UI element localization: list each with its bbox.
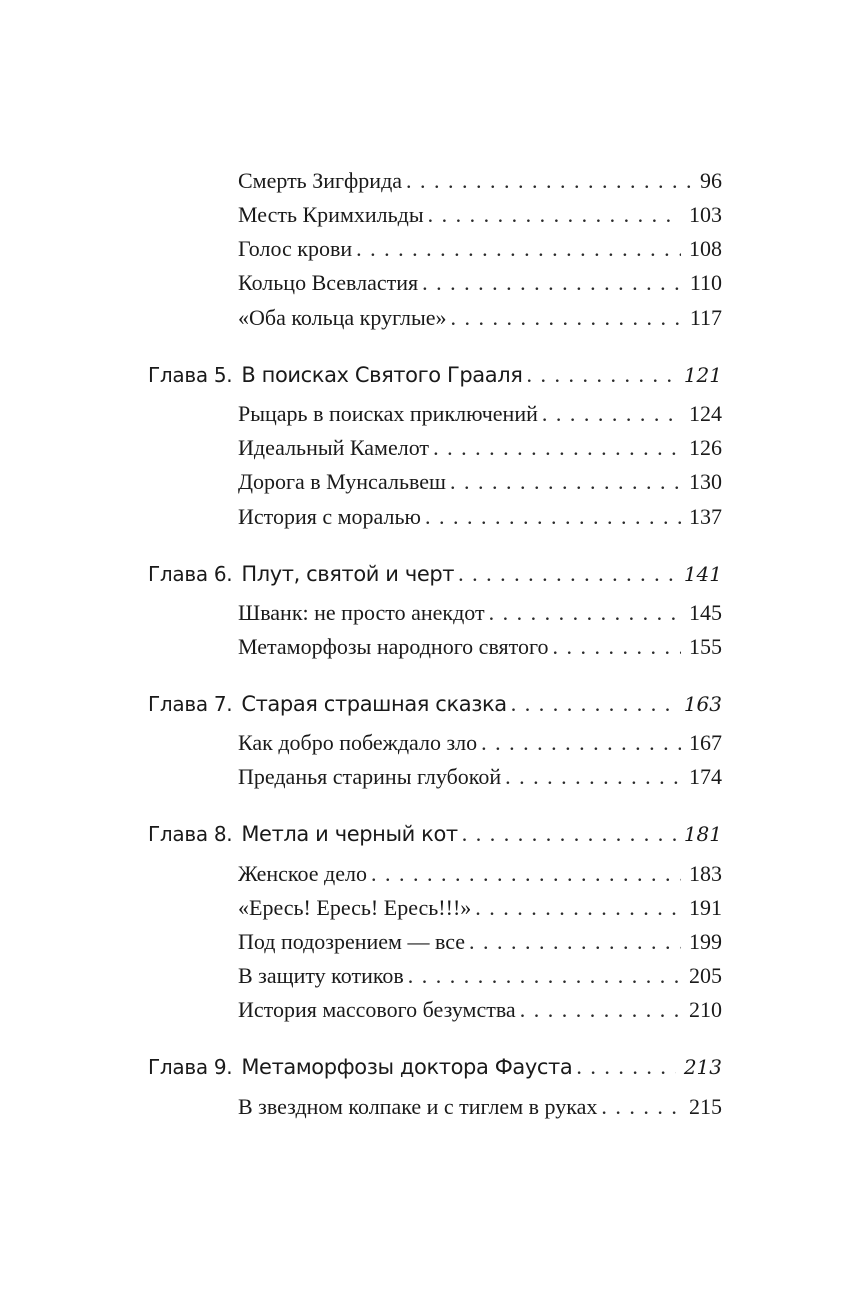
chapter-title: Метаморфозы доктора Фауста (241, 1055, 573, 1079)
toc-section-row[interactable] (238, 762, 722, 792)
section-page-number: 205 (689, 963, 722, 988)
dot-leader (481, 728, 681, 758)
chapter-title: Метла и черный кот (241, 822, 458, 846)
section-title: Голос крови (238, 236, 353, 261)
dot-leader (552, 632, 681, 662)
dot-leader (422, 268, 682, 298)
section-page-number: 174 (689, 764, 722, 789)
dot-leader (475, 893, 681, 923)
toc-section-row[interactable] (238, 995, 722, 1025)
dot-leader (520, 995, 681, 1025)
toc-section-row[interactable] (238, 728, 722, 758)
dot-leader (371, 859, 681, 889)
section-page-number: 110 (689, 270, 722, 295)
section-title: Месть Кримхильды (238, 202, 424, 227)
section-title: Смерть Зигфрида (238, 168, 403, 193)
dot-leader (433, 433, 681, 463)
section-page-number: 103 (689, 202, 722, 227)
toc-section-row[interactable] (238, 166, 722, 196)
section-page-number: 145 (689, 600, 722, 625)
dot-leader (576, 1052, 675, 1082)
dot-leader (462, 819, 676, 849)
dot-leader (450, 467, 681, 497)
toc-chapter-row[interactable] (148, 689, 722, 719)
toc-section-row[interactable] (238, 433, 722, 463)
section-title: Под подозрением — все (238, 929, 466, 954)
toc-section-row[interactable] (238, 399, 722, 429)
section-title: Как добро побеждало зло (238, 730, 478, 755)
section-page-number: 137 (689, 504, 722, 529)
dot-leader (356, 234, 681, 264)
chapter-page-number: 181 (683, 822, 722, 846)
toc-section-row[interactable] (238, 1092, 722, 1122)
chapter-label: Глава 7. (148, 692, 233, 716)
toc-section-row[interactable] (238, 893, 722, 923)
chapter-label: Глава 8. (148, 822, 233, 846)
dot-leader (601, 1092, 681, 1122)
section-page-number: 155 (689, 634, 722, 659)
section-page-number: 108 (689, 236, 722, 261)
section-title: История массового безумства (238, 997, 516, 1022)
section-title: В защиту котиков (238, 963, 404, 988)
dot-leader (425, 502, 681, 532)
chapter-page-number: 213 (683, 1055, 722, 1079)
toc-section-row[interactable] (238, 200, 722, 230)
toc-section-row[interactable] (238, 467, 722, 497)
section-title: История с моралью (238, 504, 421, 529)
chapter-title: Старая страшная сказка (241, 692, 507, 716)
toc-section-row[interactable] (238, 502, 722, 532)
section-page-number: 183 (689, 861, 722, 886)
section-page-number: 210 (689, 997, 722, 1022)
chapter-page-number: 163 (683, 692, 722, 716)
toc-section-row[interactable] (238, 961, 722, 991)
section-title: Женское дело (238, 861, 367, 886)
section-title: «Ересь! Ересь! Ересь!!!» (238, 895, 472, 920)
section-page-number: 215 (689, 1094, 722, 1119)
chapter-page-number: 121 (683, 363, 722, 387)
chapter-title: В поисках Святого Грааля (241, 363, 523, 387)
dot-leader (451, 303, 682, 333)
toc-section-row[interactable] (238, 927, 722, 957)
dot-leader (428, 200, 681, 230)
chapter-page-number: 141 (683, 562, 722, 586)
chapter-label: Глава 9. (148, 1055, 233, 1079)
toc-section-row[interactable] (238, 234, 722, 264)
section-page-number: 130 (689, 469, 722, 494)
toc-section-row[interactable] (238, 598, 722, 628)
toc-section-row[interactable] (238, 632, 722, 662)
dot-leader (489, 598, 681, 628)
dot-leader (469, 927, 681, 957)
toc-section-row[interactable] (238, 859, 722, 889)
toc-section-row[interactable] (238, 303, 722, 333)
section-page-number: 167 (689, 730, 722, 755)
section-page-number: 199 (689, 929, 722, 954)
section-title: Метаморфозы народного святого (238, 634, 549, 659)
dot-leader (542, 399, 681, 429)
chapter-title: Плут, святой и черт (241, 562, 455, 586)
dot-leader (408, 961, 681, 991)
section-page-number: 191 (689, 895, 722, 920)
dot-leader (505, 762, 681, 792)
section-title: Кольцо Всевластия (238, 270, 419, 295)
toc-chapter-row[interactable] (148, 1052, 722, 1082)
section-title: Преданья старины глубокой (238, 764, 502, 789)
section-title: В звездном колпаке и с тиглем в руках (238, 1094, 598, 1119)
section-page-number: 117 (689, 305, 722, 330)
toc-section-row[interactable] (238, 268, 722, 298)
section-title: Дорога в Мунсальвеш (238, 469, 446, 494)
chapter-label: Глава 5. (148, 363, 233, 387)
section-title: Шванк: не просто анекдот (238, 600, 485, 625)
dot-leader (526, 360, 675, 390)
section-page-number: 126 (689, 435, 722, 460)
dot-leader (511, 689, 676, 719)
toc-chapter-row[interactable] (148, 559, 722, 589)
dot-leader (406, 166, 692, 196)
section-page-number: 96 (700, 168, 722, 193)
toc-chapter-row[interactable] (148, 819, 722, 849)
chapter-label: Глава 6. (148, 562, 233, 586)
section-title: «Оба кольца круглые» (238, 305, 447, 330)
section-title: Рыцарь в поисках приключений (238, 401, 538, 426)
section-page-number: 124 (689, 401, 722, 426)
toc-chapter-row[interactable] (148, 360, 722, 390)
section-title: Идеальный Камелот (238, 435, 430, 460)
dot-leader (458, 559, 676, 589)
